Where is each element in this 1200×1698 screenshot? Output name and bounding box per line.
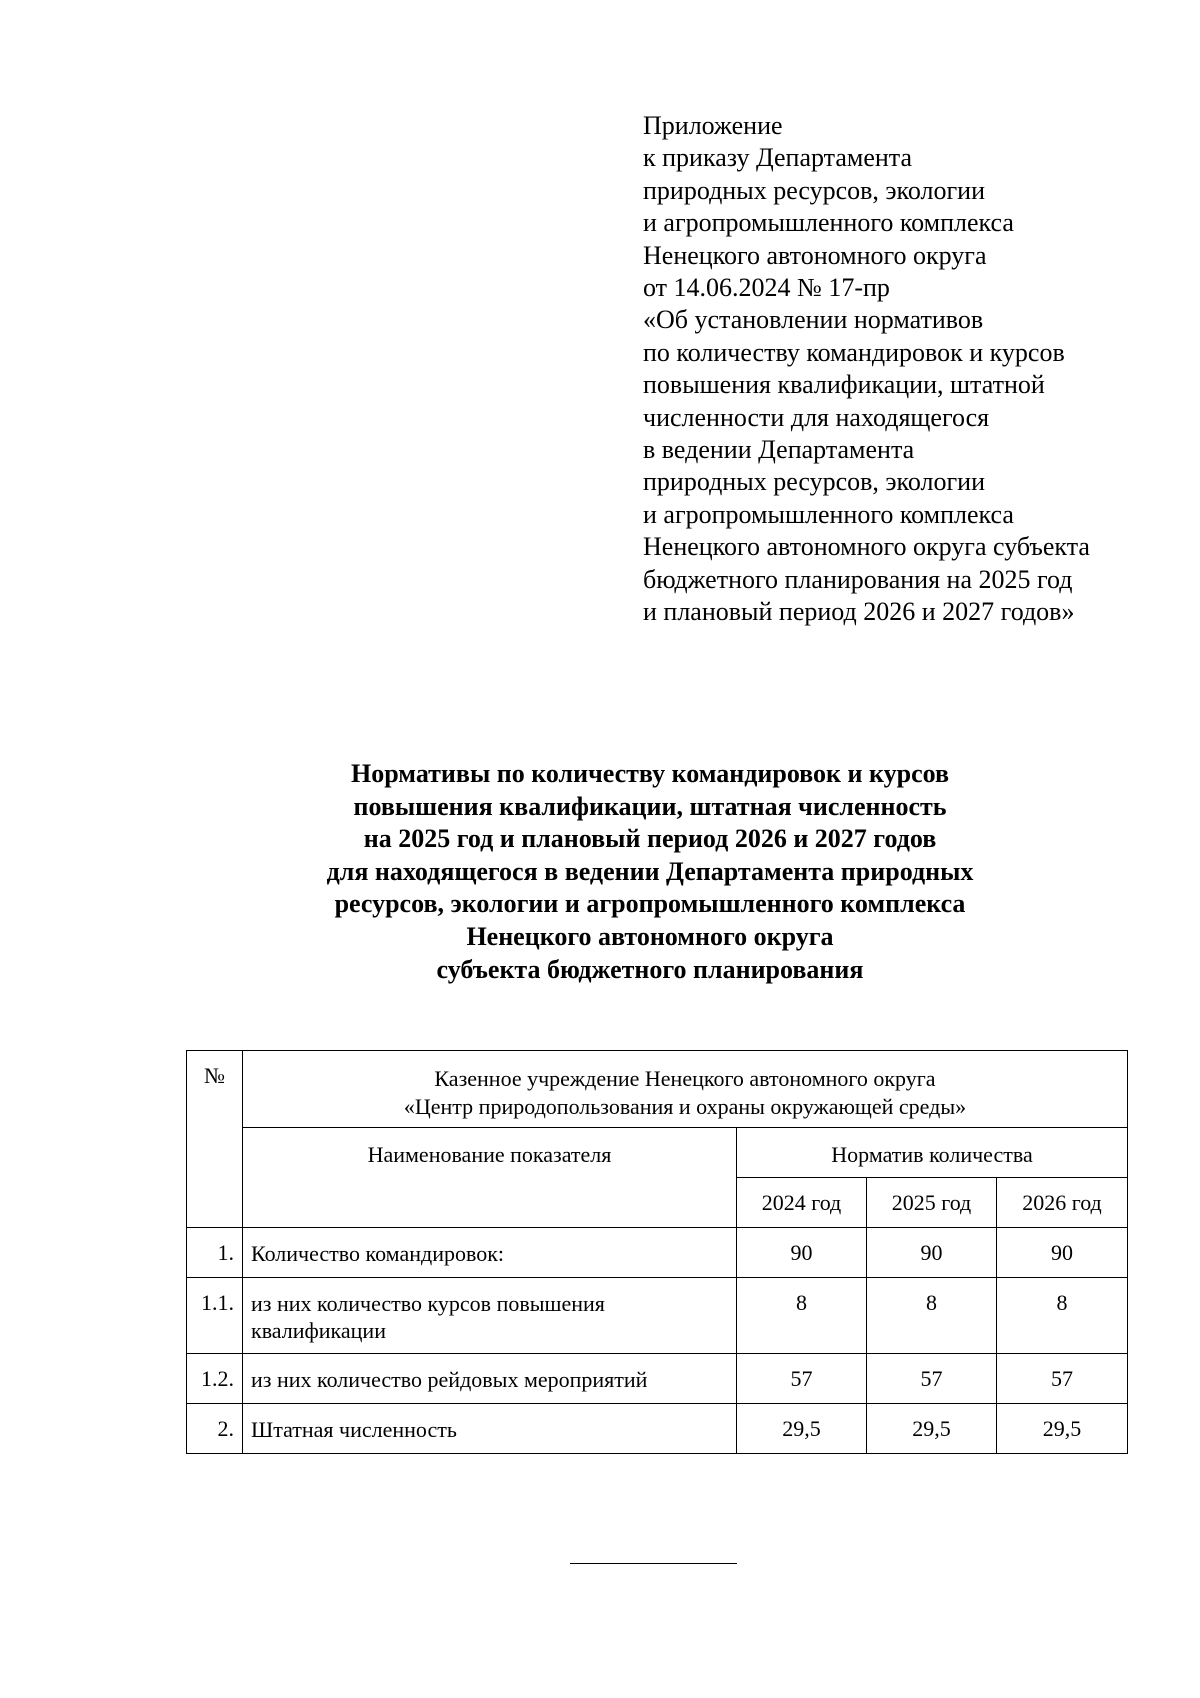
year-header: 2026 год [997,1178,1128,1228]
table-row [187,1278,1128,1354]
year-header: 2025 год [867,1178,997,1228]
annex-line: численности для находящегося [643,402,990,432]
table-header-row [187,1051,1128,1128]
table-row [187,1354,1128,1404]
title-line: Нормативы по количеству командировок и курсов [351,759,949,788]
row-indicator: Количество командировок: [243,1228,737,1278]
year-header: 2024 год [737,1178,867,1228]
row-indicator: из них количество рейдовых мероприятий [243,1354,737,1404]
annex-line: по количеству командировок и курсов [643,337,1065,367]
annex-line: Приложение [643,111,783,140]
annex-line: от 14.06.2024 № 17-пр [643,273,890,303]
annex-line: и плановый период 2026 и 2027 годов» [643,597,1075,627]
row-value: 29,5 [867,1404,997,1454]
row-value: 90 [867,1228,997,1278]
annex-line: природных ресурсов, экологии [643,467,985,497]
table-row [187,1228,1128,1278]
title-line: Ненецкого автономного округа [466,921,834,951]
title-line: на 2025 год и плановый период 2026 и 2027 годов [363,824,937,854]
title-line: субъекта бюджетного планирования [436,954,864,984]
annex-line: бюджетного планирования на 2025 год [643,564,1073,594]
annex-line: Ненецкого автономного округа субъекта [643,532,1090,562]
row-value: 29,5 [997,1404,1128,1454]
annex-header [643,110,1163,629]
row-value: 57 [737,1354,867,1404]
row-value: 57 [997,1354,1128,1404]
annex-line: природных ресурсов, экологии [643,175,985,205]
table-row [187,1404,1128,1454]
organization-line: Казенное учреждение Ненецкого автономного округа [434,1066,936,1091]
number-header: № [187,1051,243,1228]
organization-header [243,1051,1128,1128]
row-value: 8 [737,1278,867,1354]
row-value: 90 [737,1228,867,1278]
indicator-header: Наименование показателя [243,1128,737,1228]
table-header-row [187,1128,1128,1178]
closing-divider [570,1563,737,1564]
row-value: 8 [867,1278,997,1354]
row-number: 1. [187,1228,243,1278]
annex-line: к приказу Департамента [643,143,913,173]
row-value: 90 [997,1228,1128,1278]
title-line: ресурсов, экологии и агропромышленного комплекса [334,889,966,919]
row-number: 2. [187,1404,243,1454]
organization-line: «Центр природопользования и охраны окружающей среды» [403,1094,967,1119]
title-line: повышения квалификации, штатная численность [353,791,947,821]
row-number: 1.1. [187,1278,243,1354]
annex-line: повышения квалификации, штатной [643,370,1045,400]
row-indicator: из них количество курсов повышения квалификации [243,1278,737,1354]
row-value: 57 [867,1354,997,1404]
annex-line: и агропромышленного комплекса [643,499,1014,529]
title-line: для находящегося в ведении Департамента природных [326,856,974,886]
row-indicator: Штатная численность [243,1404,737,1454]
norms-table [186,1050,1128,1454]
annex-line: в ведении Департамента [643,435,915,465]
annex-line: «Об установлении нормативов [643,305,984,335]
annex-line: Ненецкого автономного округа [643,240,987,270]
row-number: 1.2. [187,1354,243,1404]
norm-header: Норматив количества [737,1128,1128,1178]
row-value: 29,5 [737,1404,867,1454]
row-value: 8 [997,1278,1128,1354]
annex-line: и агропромышленного комплекса [643,208,1014,238]
document-title [150,758,1150,986]
